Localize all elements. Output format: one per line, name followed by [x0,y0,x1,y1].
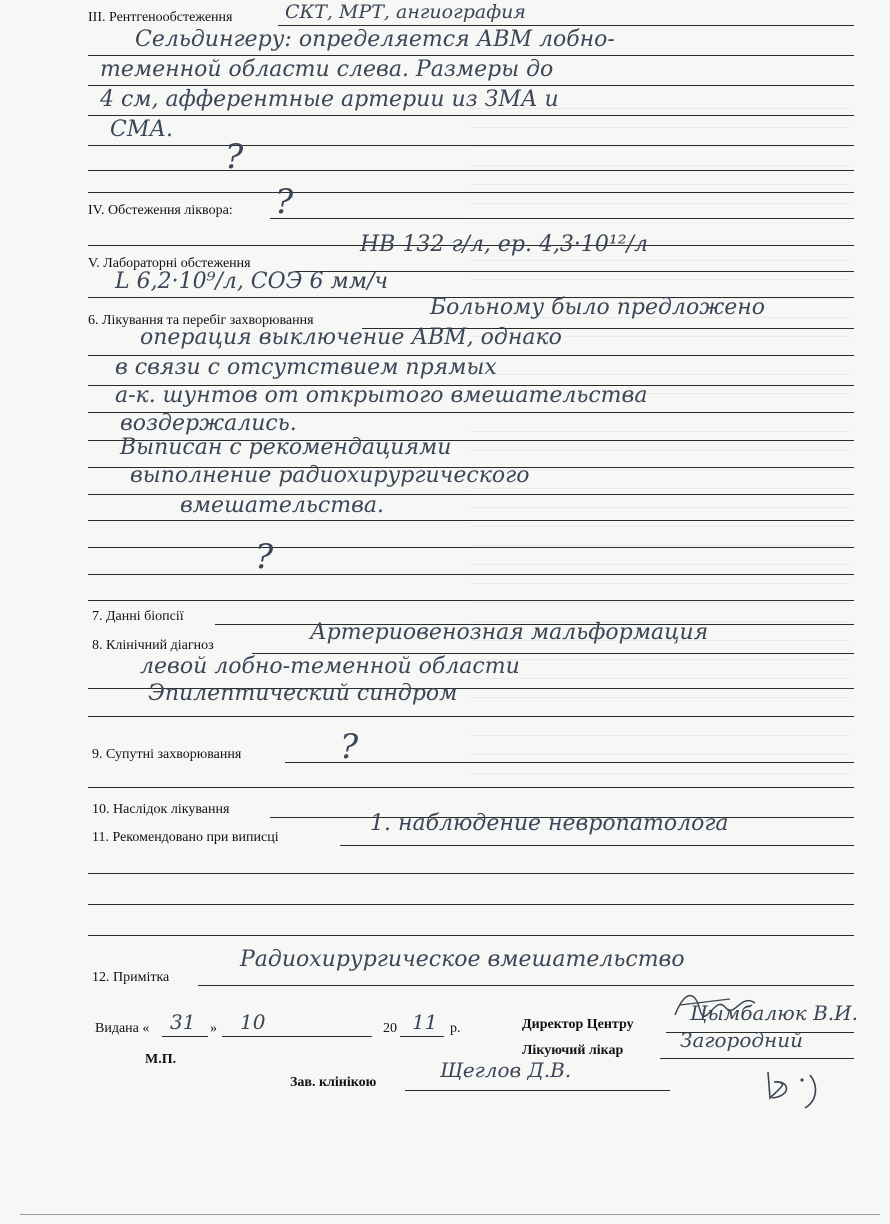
comorbid-mark: ? [340,727,359,767]
xray-mark: ? [225,137,244,177]
comorbid-label: 9. Супутні захворювання [92,747,242,762]
doctor-label: Лікуючий лікар [522,1043,624,1058]
head-label: Зав. клінікою [290,1075,377,1090]
treatment-line-1: Больному было предложено [430,295,765,320]
outcome-label: 10. Наслідок лікування [92,802,230,817]
csf-mark: ? [275,182,294,222]
xray-line-4: 4 см, афферентные артерии из ЗМА и [100,87,559,112]
issued-day: 31 [170,1010,196,1034]
note-label: 12. Примітка [92,970,170,985]
diagnosis-line-3: Эпилептический синдром [148,681,458,706]
rule-line [162,1036,208,1037]
treatment-line-8: вмешательства. [180,493,384,518]
rule-line [88,55,854,56]
treatment-line-3: в связи с отсутствием прямых [115,355,497,380]
treatment-line-4: а-к. шунтов от открытого вмешательства [115,383,648,408]
rule-line [88,145,854,146]
rule-line [222,1036,372,1037]
diagnosis-line-1: Артериовенозная мальформация [310,620,709,645]
seal-label: М.П. [145,1052,177,1067]
rule-line [660,1058,854,1059]
treatment-line-6: Выписан с рекомендациями [120,435,452,460]
treatment-line-2: операция выключение АВМ, однако [140,325,562,350]
xray-line-2: Сельдингеру: определяется АВМ лобно- [135,27,615,52]
diagnosis-line-2: левой лобно-теменной области [140,654,520,679]
issued-label: Видана « [95,1021,150,1036]
xray-line-1: СКТ, МРТ, ангиография [285,1,526,23]
treatment-mark: ? [255,537,274,577]
recommend-label: 11. Рекомендовано при виписці [92,830,279,845]
year-prefix: 20 [383,1021,397,1036]
recommend-line-1: 1. наблюдение невропатолога [370,811,729,836]
rule-line [88,873,854,874]
lab-line-2: L 6,2·10⁹/л, СОЭ 6 мм/ч [115,269,389,294]
rule-line [88,115,854,116]
rule-line [340,845,854,846]
director-label: Директор Центру [522,1017,634,1032]
rule-line [88,935,854,936]
rule-line [88,787,854,788]
rule-line [88,574,854,575]
year-suffix: 11 [412,1010,438,1034]
bleed-through-background [470,90,850,780]
rule-line [88,520,854,521]
rule-line [405,1090,670,1091]
xray-line-5: СМА. [110,117,174,142]
lab-label: V. Лабораторні обстеження [88,256,251,271]
treatment-line-5: воздержались. [120,411,297,436]
issued-quote-close: » [210,1021,217,1036]
rule-line [88,547,854,548]
rule-line [88,716,854,717]
rule-line [88,192,854,193]
director-signature [670,985,760,1025]
issued-month: 10 [240,1010,266,1034]
year-unit: р. [450,1021,461,1036]
rule-line [88,904,854,905]
biopsy-label: 7. Данні біопсії [92,609,184,624]
doctor-signature [760,1060,840,1115]
rule-line [88,85,854,86]
treatment-label: 6. Лікування та перебіг захворювання [88,313,314,328]
doctor-name: Загородний [680,1028,803,1052]
rule-line [88,600,854,601]
rule-line [278,25,854,26]
note-line-1: Радиохирургическое вмешательство [240,947,685,972]
director-name: Цымбалюк В.И. [690,1001,858,1025]
page-edge [20,1214,880,1215]
rule-line [270,218,854,219]
rule-line [400,1036,444,1037]
rule-line [285,762,854,763]
head-name: Щеглов Д.В. [440,1058,572,1082]
treatment-line-7: выполнение радиохирургического [130,463,530,488]
csf-label: IV. Обстеження ліквора: [88,203,233,218]
xray-line-3: теменной области слева. Размеры до [100,57,554,82]
xray-label: III. Рентгенообстеження [88,10,233,25]
rule-line [88,170,854,171]
diagnosis-label: 8. Клінічний діагноз [92,638,214,653]
lab-line-1: НВ 132 г/л, ер. 4,3·10¹²/л [360,232,648,257]
